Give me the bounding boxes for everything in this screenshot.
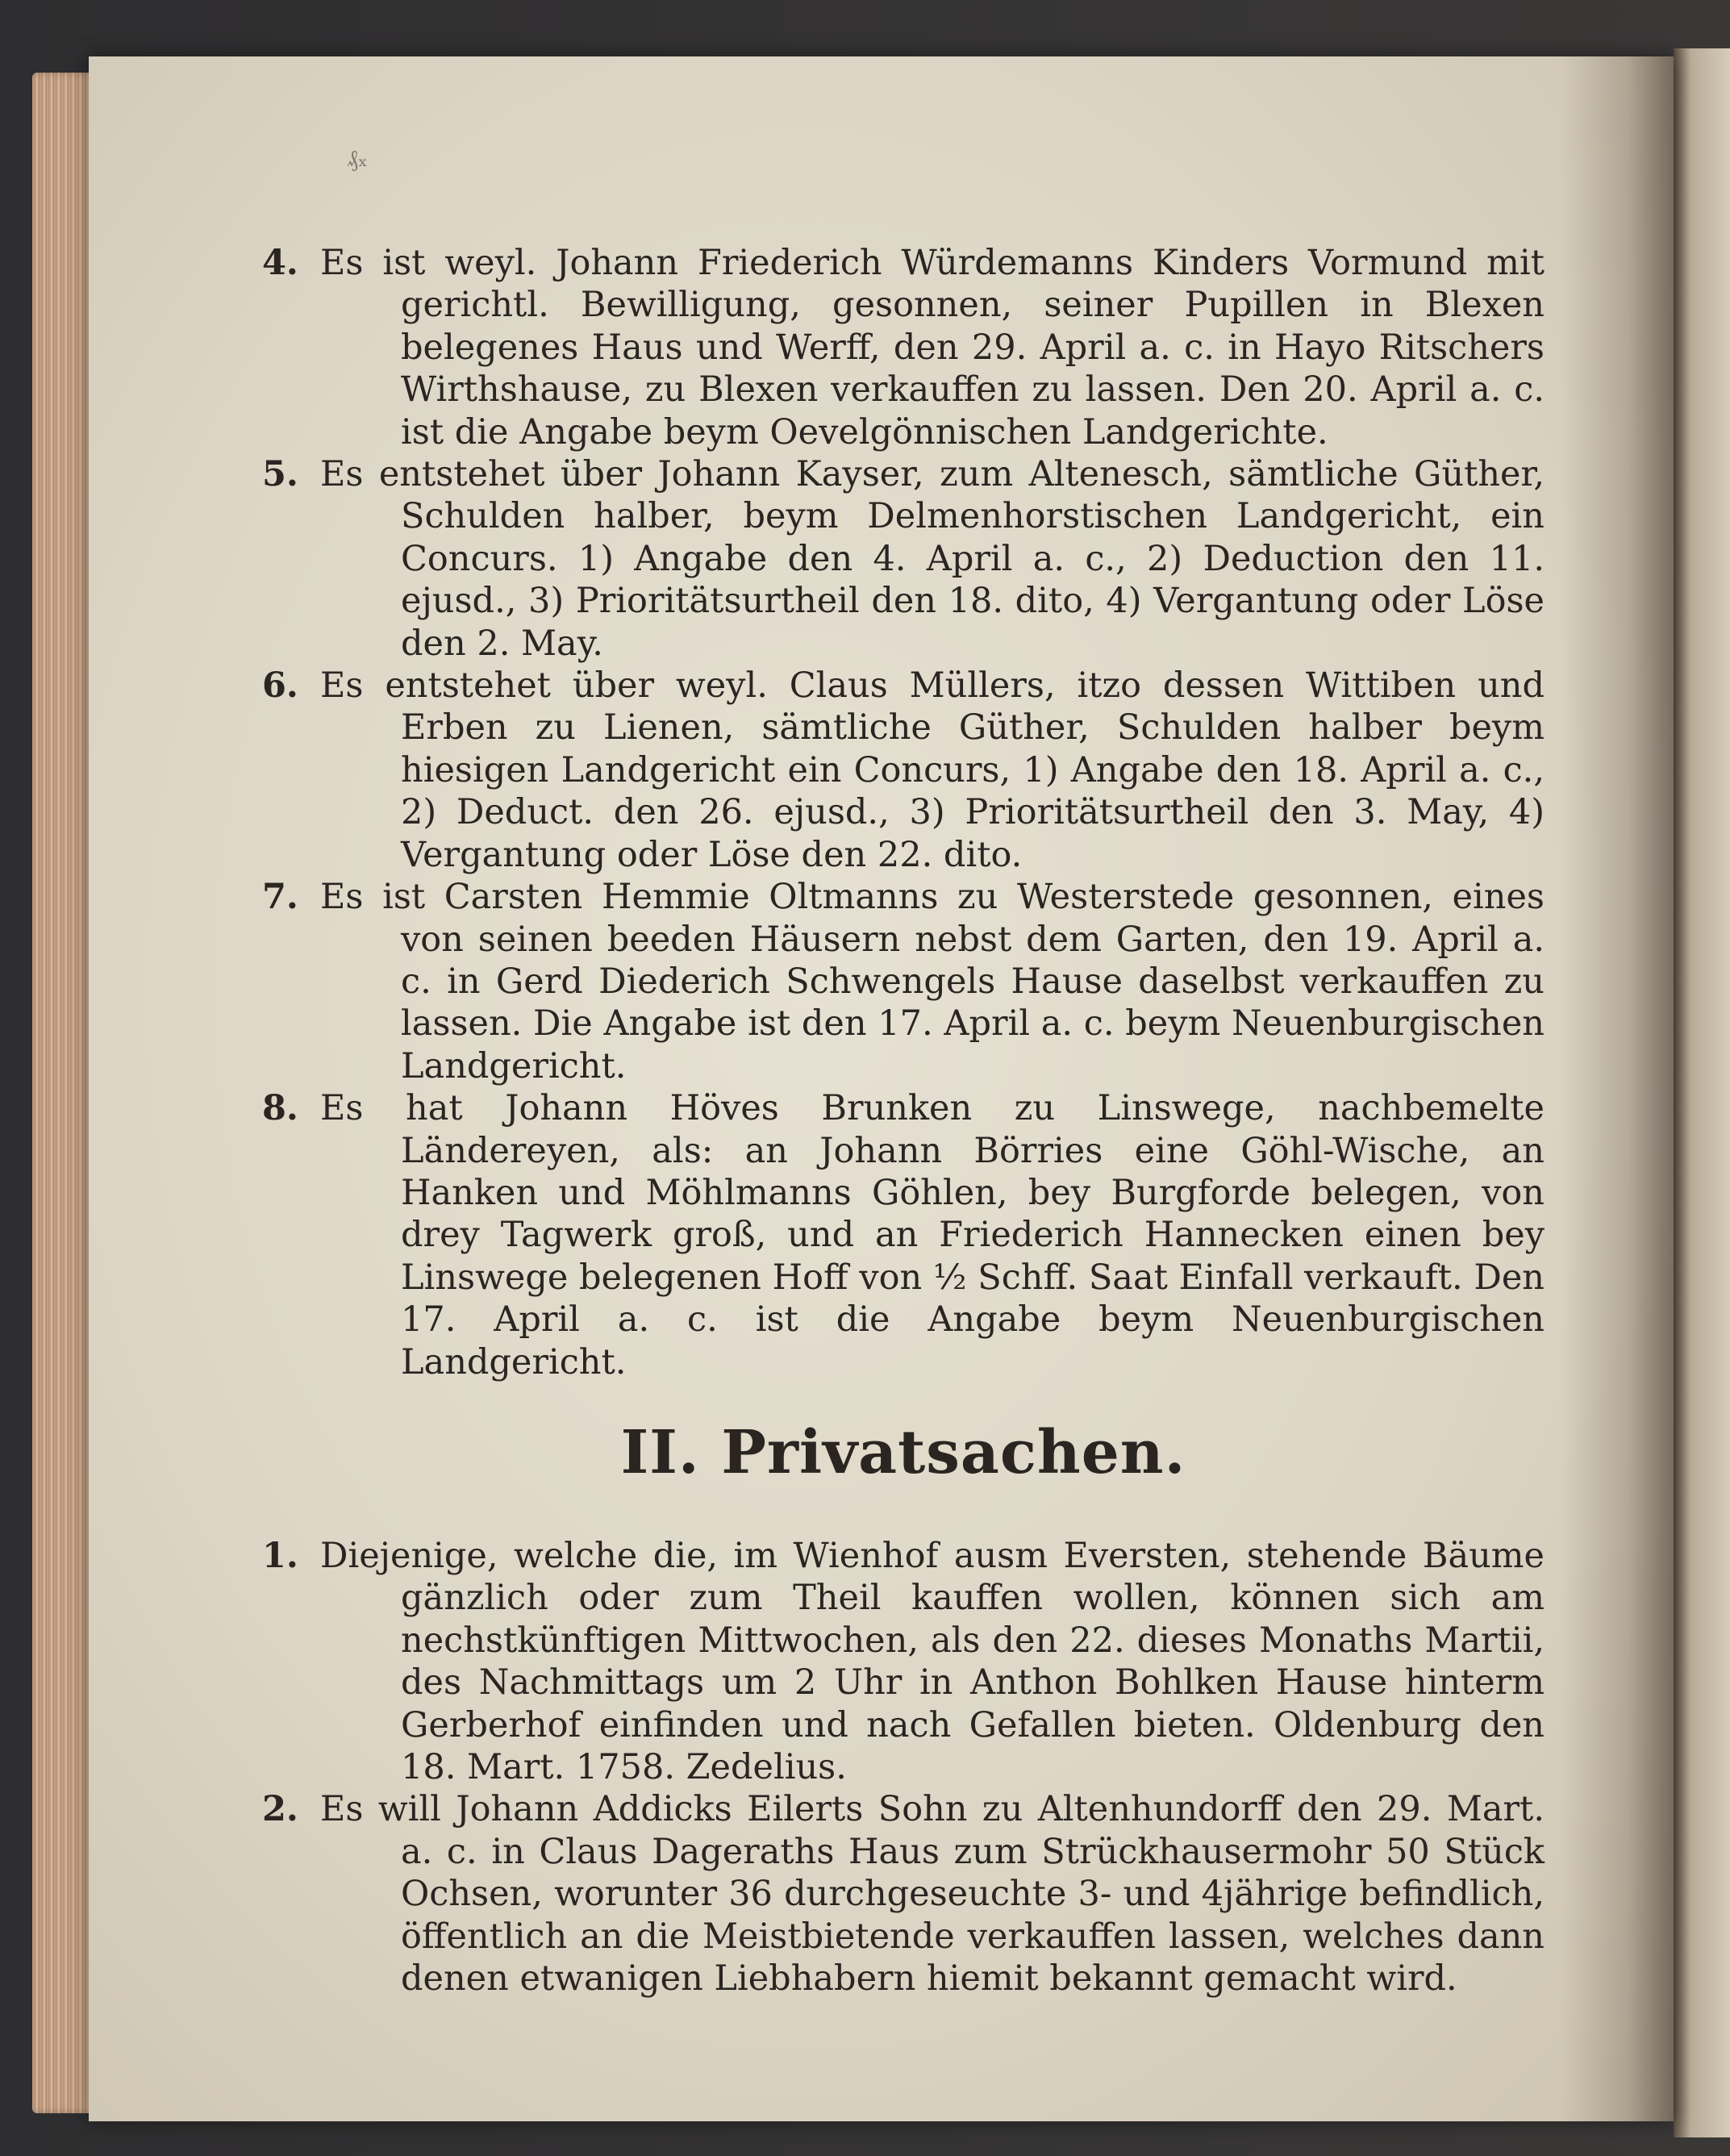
entry-text: Es hat Johann Höves Brunken zu Linswege, nachbemelte Ländereyen, als: an Johann Börries eine Göhl-Wische, an Hanken und Möhlmanns Göhlen, bey Burgforde belegen, von drey Tagwerk groß, und an Friederich Hannecken einen bey Linswege belegenen Hoff von ½ Schff. Saat Einfall verkauft. Den 17. April a. c. ist die Angabe beym Neuenburgischen Landgericht. bbox=[320, 1088, 1544, 1382]
entry-text: Diejenige, welche die, im Wienhof ausm Eversten, stehende Bäume gänzlich oder zum Theil kauffen wollen, können sich am nechstkünftigen Mittwochen, als den 22. dieses Monaths Martii, des Nachmittags um 2 Uhr in Anthon Bohlken Hause hinterm Gerberhof einfinden und nach Gefallen bieten. Oldenburg den 18. Mart. 1758. Zedelius. bbox=[320, 1535, 1544, 1787]
spine-shadow bbox=[1561, 56, 1674, 2121]
entry-7 bbox=[262, 876, 1544, 1087]
entry-number: 8. bbox=[262, 1088, 298, 1129]
facing-page-edge bbox=[1674, 48, 1730, 2137]
entry-number: 2. bbox=[262, 1789, 298, 1830]
entry-number: 7. bbox=[262, 877, 298, 918]
entry-number: 1. bbox=[262, 1535, 298, 1576]
section-heading: II. Privatsachen. bbox=[620, 1417, 1186, 1487]
entry-text: Es entstehet über Johann Kayser, zum Altenesch, sämtliche Güther, Schulden halber, beym Delmenhorstischen Landgericht, ein Concurs. 1) Angabe den 4. April a. c., 2) Deduction den 11. ejusd., 3) Prioritätsurtheil den 18. dito, 4) Vergantung oder Löse den 2. May. bbox=[320, 454, 1544, 664]
entry-8 bbox=[262, 1087, 1544, 1383]
entry-text: Es entstehet über weyl. Claus Müllers, itzo dessen Wittiben und Erben zu Lienen, sämtliche Güther, Schulden halber beym hiesigen Landgericht ein Concurs, 1) Angabe den 18. April a. c., 2) Deduct. den 26. ejusd., 3) Prioritätsurtheil den 3. May, 4) Vergantung oder Löse den 22. dito. bbox=[320, 665, 1544, 875]
private-entry-1 bbox=[262, 1535, 1544, 1788]
entry-text: Es ist Carsten Hemmie Oltmanns zu Westerstede gesonnen, eines von seinen beeden Häusern nebst dem Garten, den 19. April a. c. in Gerd Diederich Schwengels Hause daselbst verkauffen zu lassen. Die Angabe ist den 17. April a. c. beym Neuenburgischen Landgericht. bbox=[320, 877, 1544, 1086]
page-text bbox=[262, 242, 1544, 2000]
entry-5 bbox=[262, 453, 1544, 665]
entry-number: 6. bbox=[262, 665, 298, 707]
private-entry-2 bbox=[262, 1788, 1544, 2000]
corner-mark: ₰ₓ bbox=[347, 145, 368, 172]
entry-number: 4. bbox=[262, 243, 298, 283]
entry-6 bbox=[262, 665, 1544, 876]
entry-number: 5. bbox=[262, 454, 298, 495]
entry-text: Es will Johann Addicks Eilerts Sohn zu Altenhundorff den 29. Mart. a. c. in Claus Dageraths Haus zum Strückhausermohr 50 Stück Ochsen, worunter 36 durchgeseuchte 3- und 4jährige befindlich, öffentlich an die Meistbietende verkauffen lassen, welches dann denen etwanigen Liebhabern hiemit bekannt gemacht wird. bbox=[320, 1789, 1544, 2000]
entry-4 bbox=[262, 242, 1544, 453]
entry-text: Es ist weyl. Johann Friederich Würdemanns Kinders Vormund mit gerichtl. Bewilligung, gesonnen, seiner Pupillen in Blexen belegenes Haus und Werff, den 29. April a. c. in Hayo Ritschers Wirthshause, zu Blexen verkauffen zu lassen. Den 20. April a. c. ist die Angabe beym Oevelgönnischen Landgerichte. bbox=[320, 243, 1544, 452]
